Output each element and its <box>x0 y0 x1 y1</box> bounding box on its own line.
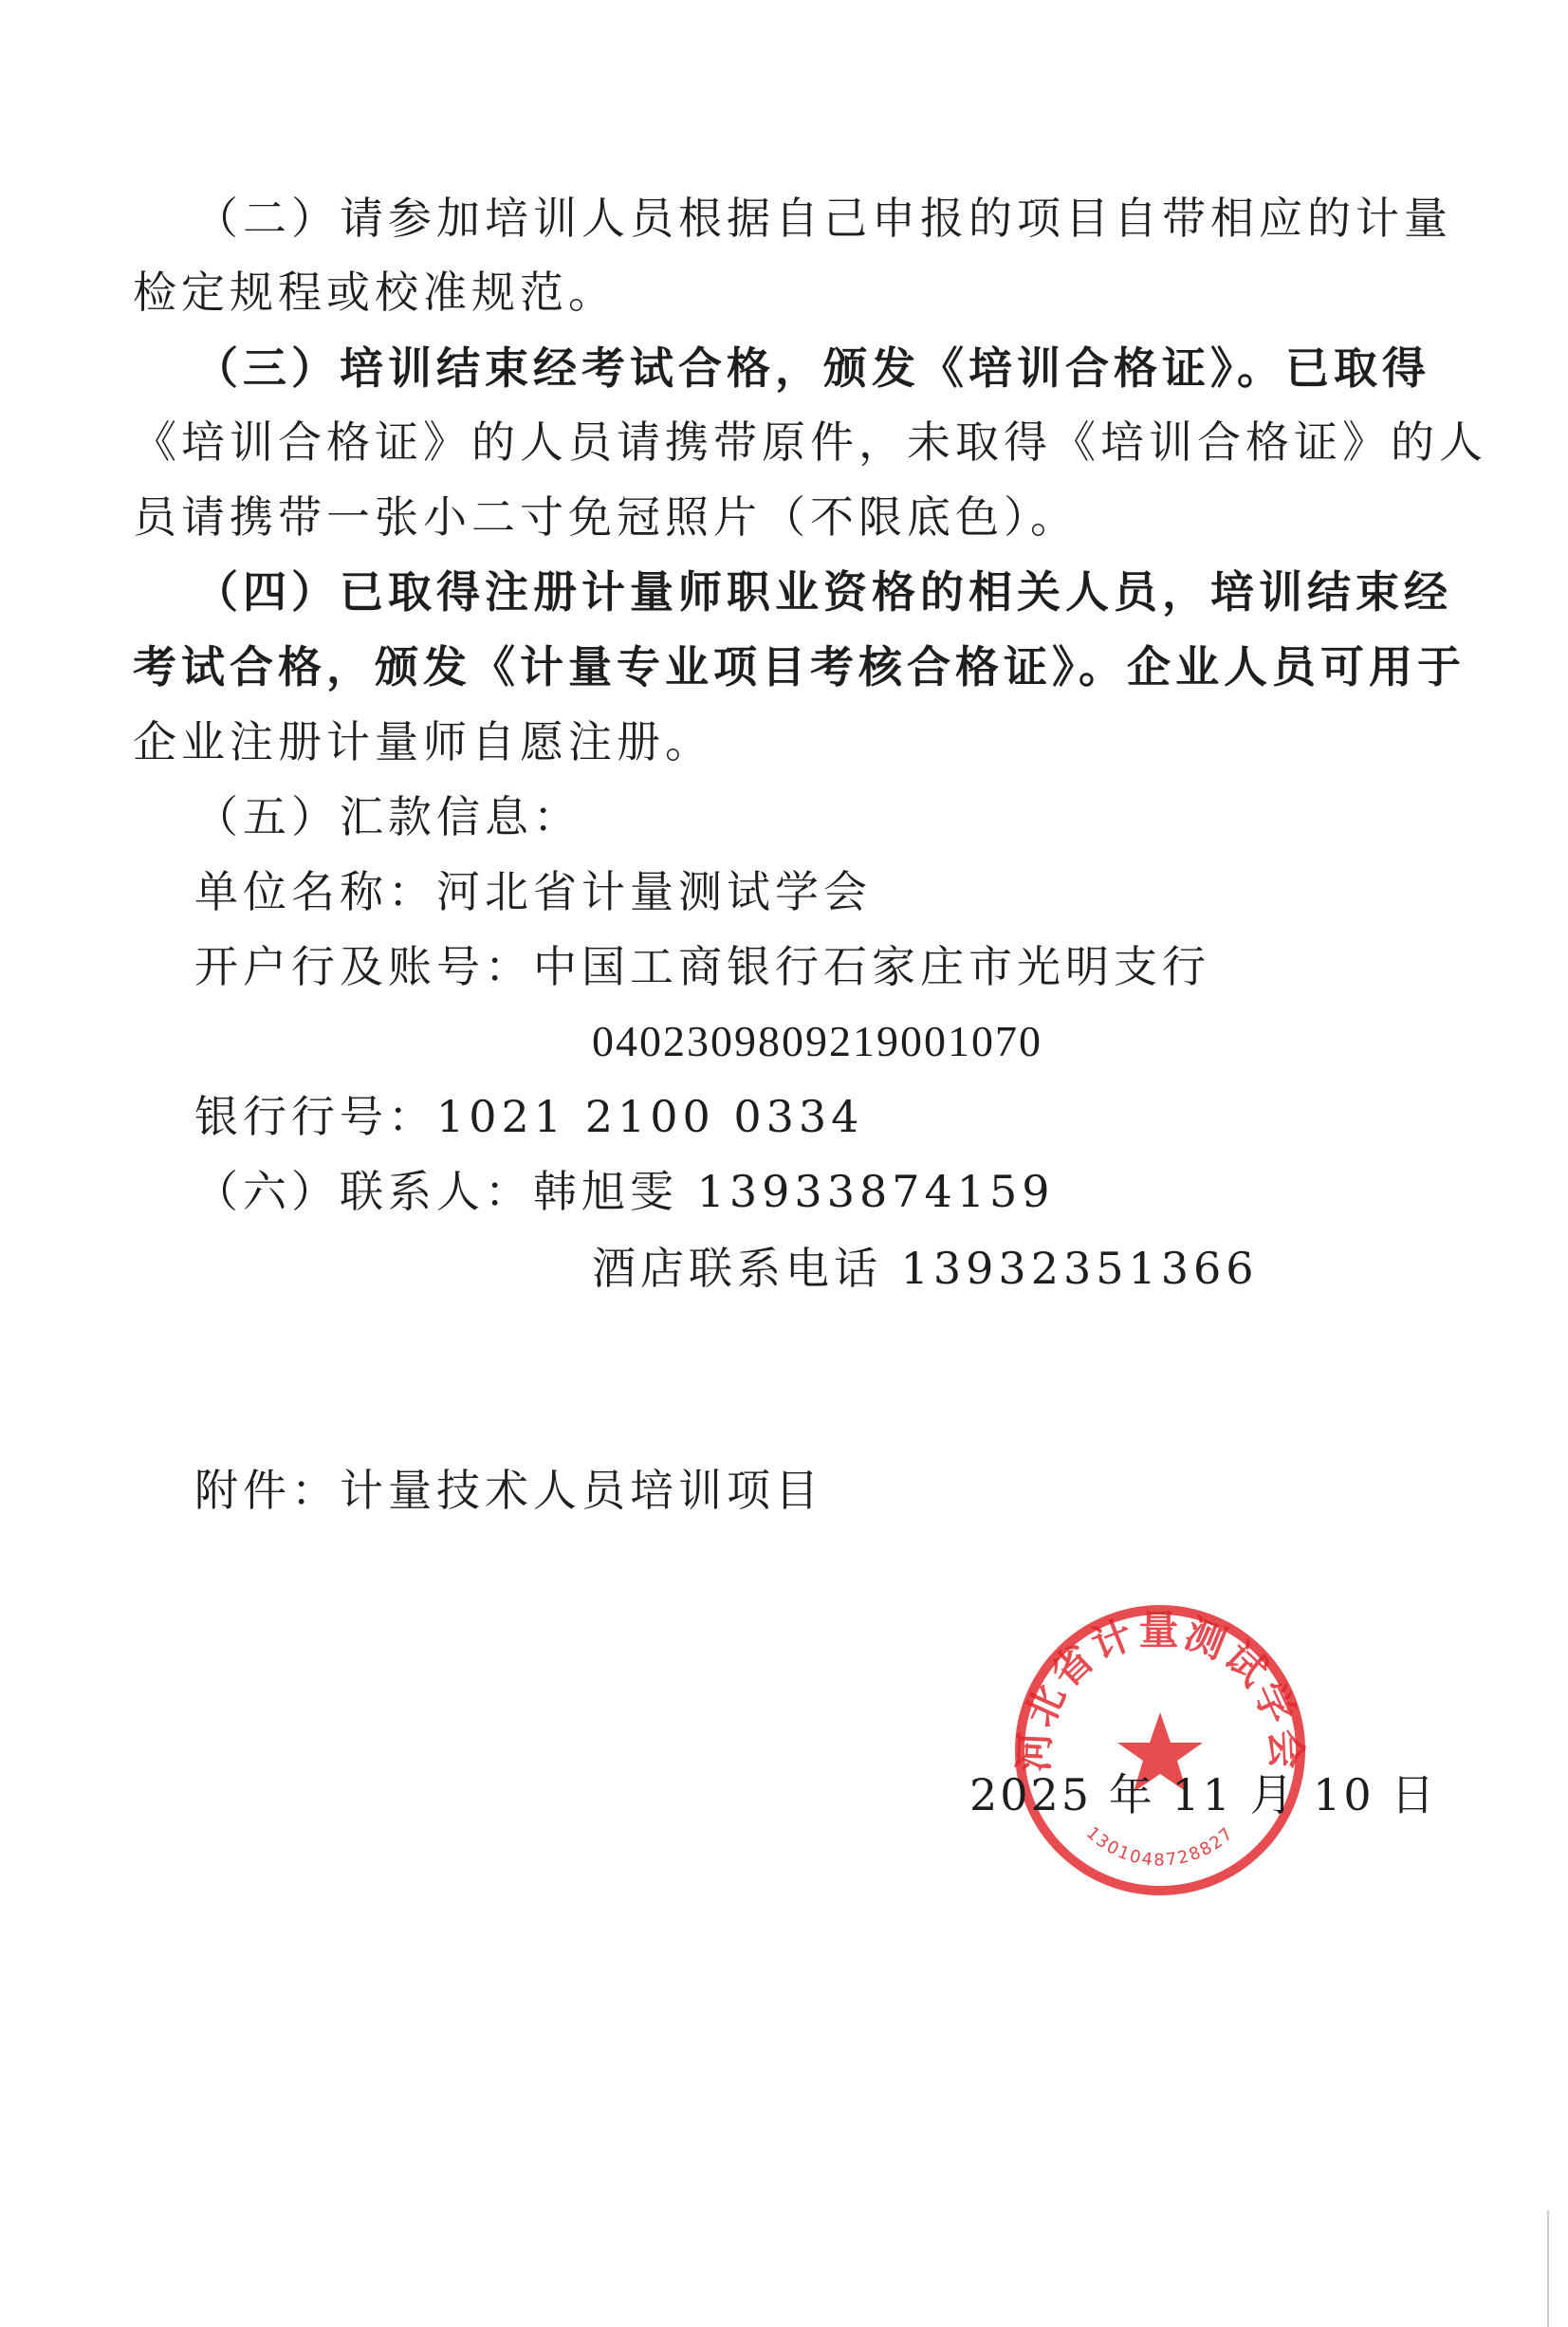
account-number: 0402309809219001070 <box>592 1017 1042 1065</box>
paragraph-4-line-1: （四）已取得注册计量师职业资格的相关人员，培训结束经 <box>194 566 1452 618</box>
bank-account-label: 开户行及账号：中国工商银行石家庄市光明支行 <box>194 941 1210 992</box>
paragraph-3-line-1: （三）培训结束经考试合格，颁发《培训合格证》。已取得 <box>194 342 1430 394</box>
hotel-contact: 酒店联系电话 13932351366 <box>592 1243 1259 1294</box>
paragraph-4-line-2: 考试合格，颁发《计量专业项目考核合格证》。企业人员可用于 <box>133 641 1466 693</box>
seal-org-text: 河北省计量测试学会 <box>1010 1607 1310 1773</box>
document-date: 2025 年 11 月 10 日 <box>969 1769 1438 1820</box>
scan-edge-line <box>1547 2210 1549 2327</box>
contact-person: （六）联系人：韩旭雯 13933874159 <box>194 1166 1055 1217</box>
paragraph-3-line-3: 员请携带一张小二寸免冠照片（不限底色）。 <box>133 491 1079 543</box>
remittance-heading: （五）汇款信息： <box>194 791 581 842</box>
svg-text:1301048728827 <box>1082 1823 1238 1871</box>
seal-code: 1301048728827 <box>1081 1822 1239 1871</box>
unit-name: 单位名称：河北省计量测试学会 <box>194 866 872 917</box>
paragraph-2-line-1: （二）请参加培训人员根据自己申报的项目自带相应的计量 <box>194 193 1452 244</box>
attachment-note: 附件：计量技术人员培训项目 <box>194 1465 823 1516</box>
bank-code: 银行行号：1021 2100 0334 <box>194 1091 864 1142</box>
official-seal <box>1004 1594 1317 1907</box>
paragraph-4-line-3: 企业注册计量师自愿注册。 <box>133 716 713 767</box>
paragraph-3-line-2: 《培训合格证》的人员请携带原件，未取得《培训合格证》的人 <box>133 416 1487 468</box>
paragraph-2-line-2: 检定规程或校准规范。 <box>133 267 617 318</box>
